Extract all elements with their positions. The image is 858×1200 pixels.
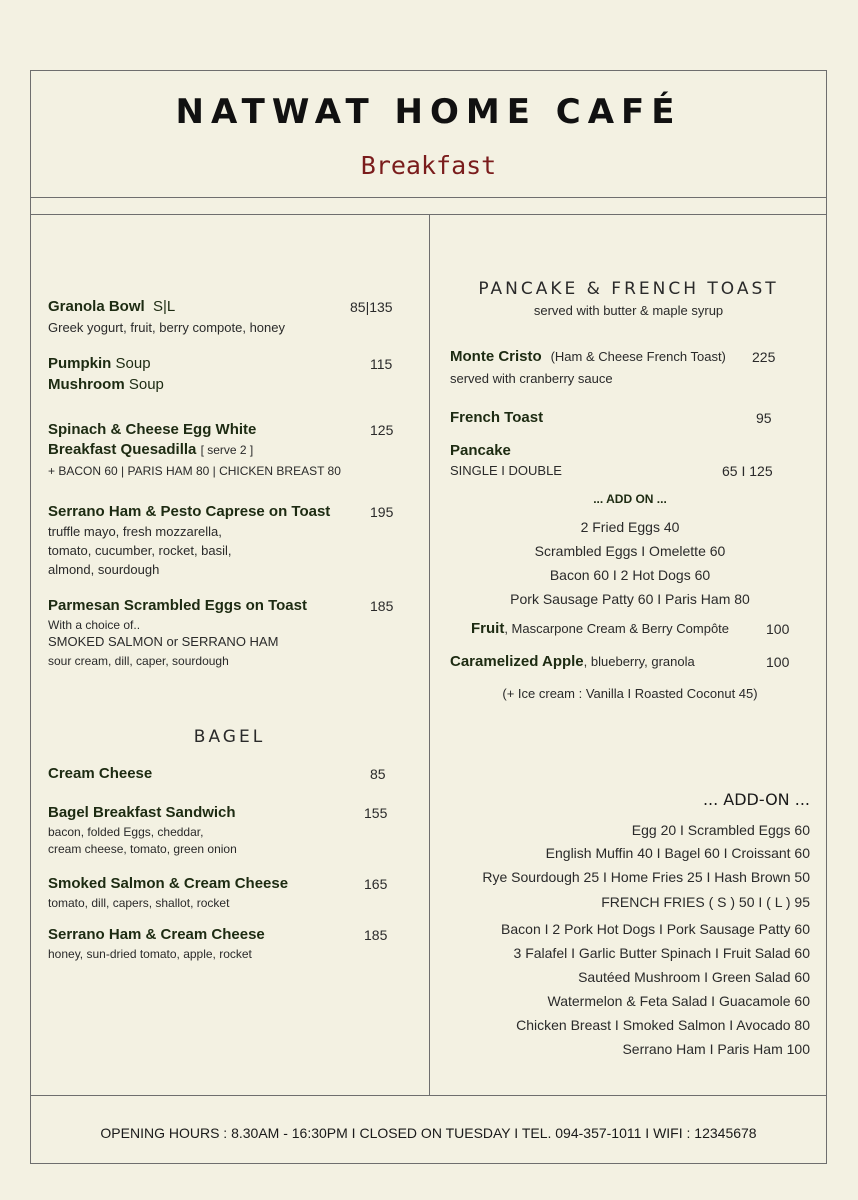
divider — [30, 197, 827, 198]
extras-line: FRENCH FRIES ( S ) 50 I ( L ) 95 — [601, 894, 810, 910]
menu-item-price: 95 — [756, 410, 772, 426]
menu-item-name: Bagel Breakfast Sandwich — [48, 804, 236, 821]
menu-item-price: 85|135 — [350, 299, 393, 315]
menu-item-price: 125 — [370, 422, 394, 438]
extras-line: English Muffin 40 I Bagel 60 I Croissant 60 — [545, 845, 810, 861]
menu-item-price: 185 — [364, 927, 388, 943]
extras-line: Serrano Ham I Paris Ham 100 — [622, 1041, 810, 1057]
section-heading-pancake: PANCAKE & FRENCH TOAST — [478, 279, 779, 299]
menu-item-name: Caramelized Apple, blueberry, granola — [450, 653, 695, 670]
menu-item-price: 165 — [364, 876, 388, 892]
extras-line: Watermelon & Feta Salad I Guacamole 60 — [547, 993, 810, 1009]
menu-item-name: Serrano Ham & Cream Cheese — [48, 926, 265, 943]
menu-item-desc: served with cranberry sauce — [450, 371, 613, 386]
menu-item-price: 115 — [370, 356, 393, 372]
extras-line: Chicken Breast I Smoked Salmon I Avocado 80 — [516, 1017, 810, 1033]
menu-item-name: Monte Cristo (Ham & Cheese French Toast) — [450, 348, 726, 365]
menu-item-options: SINGLE I DOUBLE — [450, 463, 562, 478]
menu-item-price: 155 — [364, 805, 388, 821]
menu-item-desc: honey, sun-dried tomato, apple, rocket — [48, 947, 252, 961]
extras-line: 3 Falafel I Garlic Butter Spinach I Fruit Salad 60 — [513, 945, 810, 961]
menu-item-name: Serrano Ham & Pesto Caprese on Toast — [48, 503, 331, 520]
menu-item-name: Breakfast Quesadilla [ serve 2 ] — [48, 441, 254, 458]
menu-item-price: 185 — [370, 598, 394, 614]
extras-line: Sautéed Mushroom I Green Salad 60 — [578, 969, 810, 985]
section-subheading: served with butter & maple syrup — [533, 303, 724, 318]
menu-item-price: 65 I 125 — [722, 463, 773, 479]
add-on-line: 2 Fried Eggs 40 — [580, 519, 680, 535]
extras-heading: ... ADD-ON ... — [702, 790, 810, 809]
menu-item-name: Smoked Salmon & Cream Cheese — [48, 875, 289, 892]
menu-item-name: Mushroom Soup — [48, 376, 164, 393]
menu-item-name: Spinach & Cheese Egg White — [48, 421, 257, 438]
menu-item-name: Cream Cheese — [48, 765, 153, 782]
menu-item-desc: sour cream, dill, caper, sourdough — [48, 654, 229, 668]
extras-line: Bacon I 2 Pork Hot Dogs I Pork Sausage Patty 60 — [501, 921, 810, 937]
menu-item-name: Fruit, Mascarpone Cream & Berry Compôte — [471, 620, 730, 637]
menu-item-addons: + BACON 60 | PARIS HAM 80 | CHICKEN BREAST 80 — [48, 464, 341, 478]
menu-item-price: 195 — [370, 504, 394, 520]
menu-item-desc: cream cheese, tomato, green onion — [48, 842, 237, 856]
menu-item-desc: bacon, folded Eggs, cheddar, — [48, 825, 204, 839]
add-on-heading: ... ADD ON ... — [593, 492, 667, 506]
extras-line: Egg 20 I Scrambled Eggs 60 — [631, 822, 810, 838]
divider — [30, 1095, 827, 1096]
menu-item-price: 100 — [766, 654, 790, 670]
menu-item-name: Parmesan Scrambled Eggs on Toast — [48, 597, 307, 614]
column-divider — [429, 215, 430, 1095]
menu-item-desc: Greek yogurt, fruit, berry compote, honey — [48, 320, 285, 335]
menu-item-price: 225 — [752, 349, 776, 365]
add-on-line: Pork Sausage Patty 60 I Paris Ham 80 — [510, 591, 750, 607]
section-heading-bagel: BAGEL — [193, 727, 266, 747]
cafe-title: NATWAT HOME CAFÉ — [175, 92, 682, 132]
menu-subtitle: Breakfast — [360, 151, 497, 180]
extras-line: Rye Sourdough 25 I Home Fries 25 I Hash Brown 50 — [482, 869, 810, 885]
menu-item-desc: tomato, cucumber, rocket, basil, — [48, 543, 232, 558]
add-on-line: Bacon 60 I 2 Hot Dogs 60 — [549, 567, 711, 583]
menu-item-desc: truffle mayo, fresh mozzarella, — [48, 524, 222, 539]
menu-item-name: Granola Bowl S|L — [48, 298, 176, 315]
menu-item-name: Pumpkin Soup — [48, 355, 151, 372]
ice-cream-note: (+ Ice cream : Vanilla I Roasted Coconut 45) — [502, 686, 758, 701]
menu-item-name: French Toast — [450, 409, 544, 426]
footer-info: OPENING HOURS : 8.30AM - 16:30PM I CLOSED ON TUESDAY I TEL. 094-357-1011 I WIFI : 12345678 — [100, 1125, 757, 1141]
menu-item-price: 85 — [370, 766, 386, 782]
menu-item-desc: tomato, dill, capers, shallot, rocket — [48, 896, 230, 910]
menu-item-desc: With a choice of.. — [48, 618, 141, 632]
add-on-line: Scrambled Eggs I Omelette 60 — [534, 543, 726, 559]
menu-item-name: Pancake — [450, 442, 511, 459]
menu-item-desc: almond, sourdough — [48, 562, 160, 577]
menu-item-desc: SMOKED SALMON or SERRANO HAM — [48, 634, 279, 649]
menu-item-price: 100 — [766, 621, 790, 637]
